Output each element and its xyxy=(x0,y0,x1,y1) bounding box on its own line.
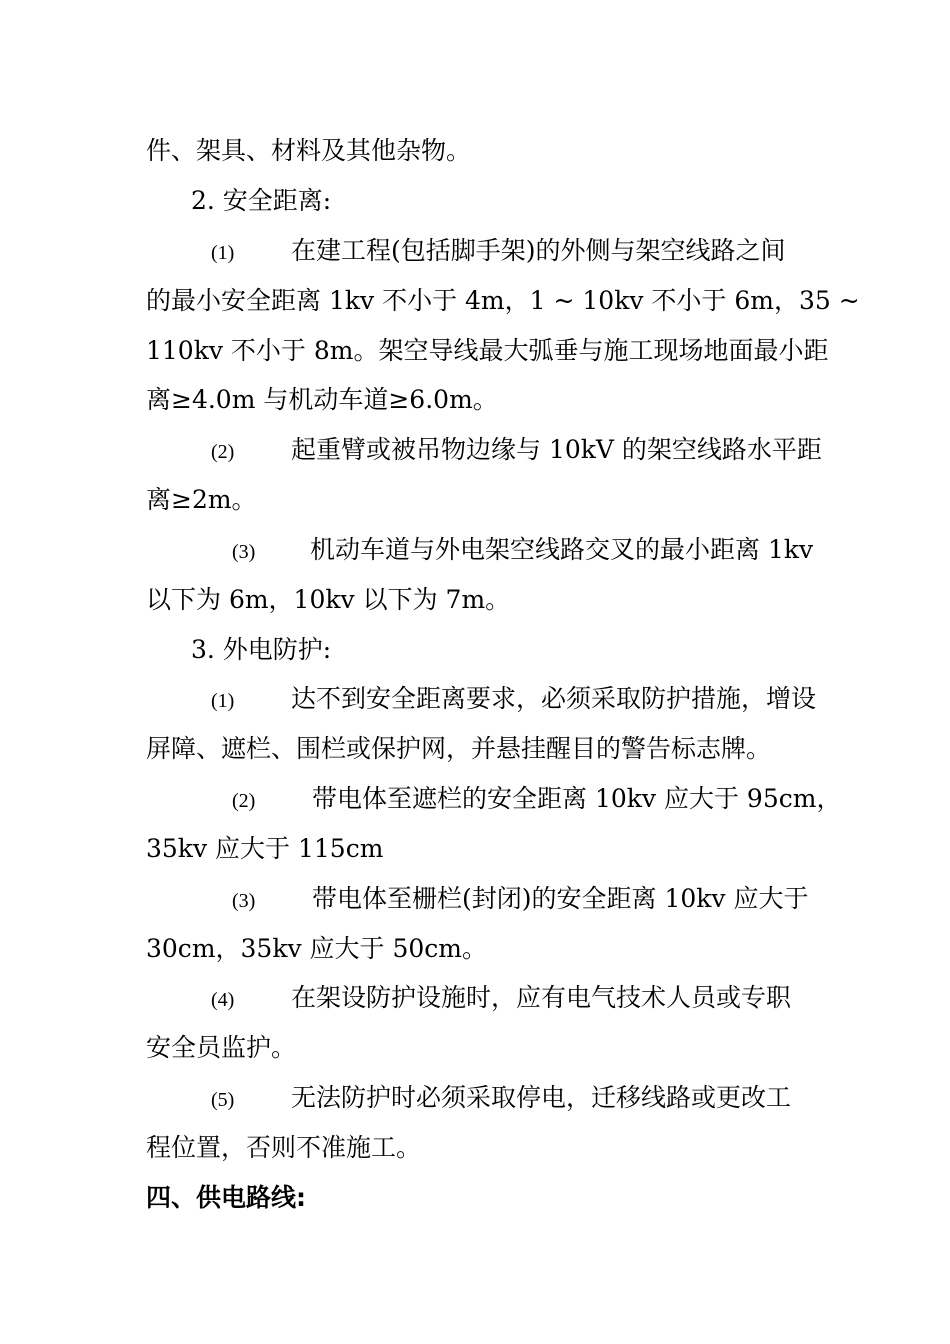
list-item-1 xyxy=(211,236,786,268)
line-text: 起重臂或被吊物边缘与 10kV 的架空线路水平距 xyxy=(291,435,822,464)
line-text: 带电体至遮栏的安全距离 10kv 应大于 95cm， xyxy=(312,784,842,813)
section-heading-power-supply-route xyxy=(146,1183,306,1213)
line-text: 以下为 6m，10kv 以下为 7m。 xyxy=(146,585,511,614)
line-text: 件、架具、材料及其他杂物。 xyxy=(146,136,472,165)
text-line xyxy=(146,485,257,515)
item-number: (2) xyxy=(232,790,256,812)
text-line xyxy=(146,934,487,964)
line-text: 2. 安全距离: xyxy=(191,186,332,215)
line-text: 达不到安全距离要求，必须采取防护措施，增设 xyxy=(291,684,817,713)
list-item-1 xyxy=(211,684,816,716)
section-heading-safety-distance xyxy=(191,186,331,216)
item-number: (3) xyxy=(232,541,256,563)
text-line xyxy=(146,734,771,764)
text-line xyxy=(146,136,471,166)
list-item-3 xyxy=(232,884,809,916)
line-text: 35kv 应大于 115cm xyxy=(146,834,384,863)
list-item-4 xyxy=(211,983,791,1015)
line-text: 在建工程(包括脚手架)的外侧与架空线路之间 xyxy=(291,236,786,265)
text-line xyxy=(146,1033,296,1063)
line-text: 的最小安全距离 1kv 不小于 4m，1 ~ 10kv 不小于 6m，35 ~ xyxy=(146,286,860,315)
text-line xyxy=(146,585,510,615)
line-text: 屏障、遮栏、围栏或保护网，并悬挂醒目的警告标志牌。 xyxy=(146,734,772,763)
text-line xyxy=(146,286,860,316)
line-text: 在架设防护设施时，应有电气技术人员或专职 xyxy=(291,983,792,1012)
line-text: 程位置，否则不准施工。 xyxy=(146,1133,422,1162)
line-text: 离≥4.0m 与机动车道≥6.0m。 xyxy=(146,385,498,414)
line-text: 离≥2m。 xyxy=(146,485,257,514)
line-text: 带电体至栅栏(封闭)的安全距离 10kv 应大于 xyxy=(312,884,809,913)
list-item-5 xyxy=(211,1083,791,1115)
list-item-2 xyxy=(232,784,841,816)
item-number: (1) xyxy=(211,242,235,264)
item-number: (1) xyxy=(211,690,235,712)
line-text: 机动车道与外电架空线路交叉的最小距离 1kv xyxy=(310,535,814,564)
line-text: 安全员监护。 xyxy=(146,1033,297,1062)
text-line xyxy=(146,385,498,415)
item-number: (4) xyxy=(211,989,235,1011)
item-number: (5) xyxy=(211,1089,235,1111)
section-heading-external-protection xyxy=(191,635,331,665)
line-text: 30cm，35kv 应大于 50cm。 xyxy=(146,934,488,963)
list-item-3 xyxy=(232,535,813,567)
line-text: 无法防护时必须采取停电，迁移线路或更改工 xyxy=(291,1083,792,1112)
line-text: 110kv 不小于 8m。架空导线最大弧垂与施工现场地面最小距 xyxy=(146,336,829,365)
text-line xyxy=(146,336,829,366)
text-line xyxy=(146,1133,421,1163)
item-number: (3) xyxy=(232,890,256,912)
list-item-2 xyxy=(211,435,822,467)
line-text: 3. 外电防护: xyxy=(191,635,332,664)
text-line xyxy=(146,834,383,864)
item-number: (2) xyxy=(211,441,235,463)
line-text: 四、供电路线: xyxy=(146,1183,306,1212)
